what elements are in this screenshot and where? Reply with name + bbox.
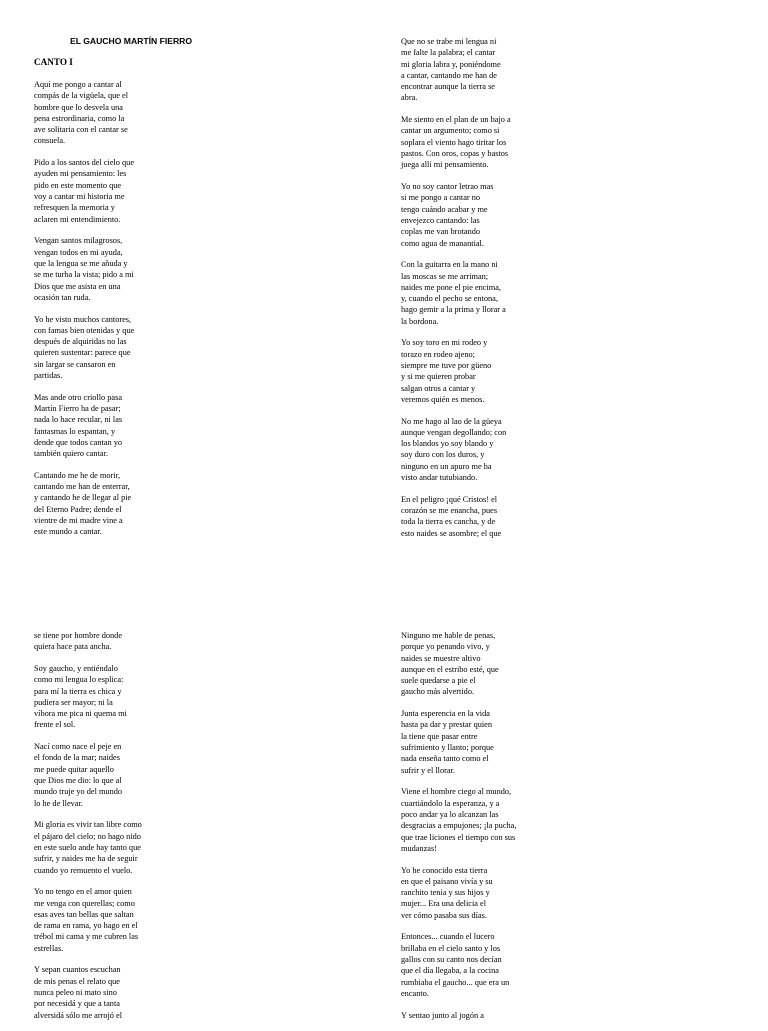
verse-line: en que el paisano vivía y su: [401, 876, 493, 886]
verse-line: Yo he conocido esta tierra: [401, 865, 488, 875]
verse-line: víbora me pica ni quema mi: [34, 709, 127, 719]
verse-line: brillaba en el cielo santo y los: [401, 943, 501, 953]
verse-line: Yo soy toro en mi rodeo y: [401, 338, 488, 348]
verse-line: Con la guitarra en la mano ni: [401, 260, 498, 270]
verse-line: vengan todos en mi ayuda,: [34, 247, 123, 257]
verse-line: coplas me van brotando: [401, 227, 481, 237]
verse-line: sufrir y el llorar.: [401, 765, 455, 775]
verse-line: Soy gaucho, y entiéndalo: [34, 663, 118, 673]
verse-line: me falte la palabra; el cantar: [401, 48, 496, 58]
stanza-list: [401, 36, 536, 539]
verse-line: con famas bien otenidas y que: [34, 325, 135, 335]
verse-line: desgracias a empujones; ¡la pucha,: [401, 821, 517, 831]
stanza: [401, 865, 536, 921]
verse-line: hago gemir a la prima y llorar a: [401, 305, 506, 315]
stanza: [401, 36, 536, 104]
verse-line: cuartiándolo la esperanza, y a: [401, 798, 500, 808]
stanza: [401, 337, 536, 405]
column-left: [34, 630, 169, 1031]
verse-line: los blandos yo soy blando y: [401, 439, 494, 449]
stanza: [34, 741, 169, 809]
verse-line: soy duro con los duros, y: [401, 450, 485, 460]
stanza: [401, 931, 536, 999]
verse-line: se me turba la vista; pido a mi: [34, 270, 134, 280]
stanza: [34, 79, 169, 147]
stanza: [401, 114, 536, 170]
verse-line: de mis penas el relato que: [34, 976, 120, 986]
verse-line: después de alquiridas no las: [34, 337, 127, 347]
verse-line: mundo truje yo del mundo: [34, 787, 123, 797]
stanza-list: [401, 630, 536, 1021]
stanza: [34, 630, 169, 653]
verse-line: torazo en rodeo ajeno;: [401, 349, 475, 359]
verse-line: Y sepan cuantos escuchan: [34, 965, 121, 975]
verse-line: Aquí me pongo a cantar al: [34, 80, 122, 89]
verse-line: sufrir, y naides me ha de seguir: [34, 854, 138, 864]
verse-line: como agua de manantial.: [401, 238, 484, 248]
verse-line: para mí la tierra es chica y: [34, 686, 122, 696]
verse-line: fantasmas lo espantan, y: [34, 426, 116, 436]
verse-line: Cantando me he de morir,: [34, 470, 121, 480]
verse-line: cuando yo remuento el vuelo.: [34, 865, 133, 875]
verse-line: frente el sol.: [34, 720, 76, 730]
verse-line: mi gloria labra y, poniéndome: [401, 59, 501, 69]
verse-line: salgan otros a cantar y: [401, 383, 476, 393]
verse-line: soplara el viento hago tiritar los: [401, 137, 507, 147]
verse-line: gaucho más alvertido.: [401, 687, 475, 697]
verse-line: ayuden mi pensamiento: les: [34, 169, 127, 179]
verse-line: aunque vengan degollando; con: [401, 427, 507, 437]
canto-heading: CANTO I: [34, 57, 73, 67]
verse-line: que Dios me dio: lo que al: [34, 776, 122, 786]
verse-line: dende que todos cantan yo: [34, 437, 123, 447]
verse-line: esas aves tan bellas que saltan: [34, 909, 134, 919]
verse-line: el fondo de la mar; naides: [34, 753, 120, 763]
verse-line: Dios que me asista en una: [34, 281, 121, 291]
verse-line: trébol mi cama y me cubren las: [34, 932, 139, 942]
verse-line: visto andar tutubiando.: [401, 473, 478, 483]
verse-line: nunca peleo ni mato sino: [34, 987, 117, 997]
verse-line: gallos con su canto nos decían: [401, 954, 502, 964]
verse-line: Mas ande otro criollo pasa: [34, 392, 123, 402]
verse-line: hasta pa dar y prestar quien: [401, 720, 492, 730]
verse-line: pastos. Con oros, copas y bastos: [401, 149, 509, 159]
stanza: [401, 416, 536, 484]
verse-line: tengo cuándo acabar y me: [401, 204, 488, 214]
verse-line: nada lo hace recular, ni las: [34, 415, 123, 425]
verse-line: las moscas se me arriman;: [401, 271, 489, 281]
verse-line: rumbiaba el gaucho... que era un: [401, 977, 510, 987]
verse-line: me venga con querellas; como: [34, 898, 135, 908]
stanza: [34, 392, 169, 460]
verse-line: Y sentao junto al jogón a: [401, 1010, 484, 1020]
verse-line: No me hago al lao de la güeya: [401, 416, 502, 426]
verse-line: veremos quién es menos.: [401, 394, 485, 404]
verse-line: pudiera ser mayor; ni la: [34, 697, 113, 707]
verse-line: Ninguno me hable de penas,: [401, 631, 496, 640]
verse-line: envejezco cantando: las: [401, 215, 480, 225]
verse-line: que trae liciones el tiempo con sus: [401, 832, 516, 842]
verse-line: del Eterno Padre; dende el: [34, 504, 122, 514]
verse-line: Me siento en el plan de un bajo a: [401, 115, 511, 125]
verse-line: estrellas.: [34, 943, 64, 953]
verse-line: quieren sustentar: parece que: [34, 348, 131, 358]
verse-line: Yo no tengo en el amor quien: [34, 887, 132, 897]
verse-line: me puede quitar aquello: [34, 764, 114, 774]
verse-line: el pájaro del cielo; no hago nido: [34, 831, 141, 841]
verse-line: naides me pone el pie encima,: [401, 282, 501, 292]
verse-line: quiera hace pata ancha.: [34, 642, 112, 652]
verse-line: toda la tierra es cancha, y de: [401, 517, 496, 527]
verse-line: Que no se trabe mi lengua ni: [401, 37, 497, 46]
verse-line: la tiene que pasar entre: [401, 731, 478, 741]
verse-line: por necesidá y que a tanta: [34, 999, 120, 1009]
verse-line: cantar un argumento; como si: [401, 126, 500, 136]
verse-line: que la lengua se me añuda y: [34, 258, 128, 268]
verse-line: nada enseña tanto como el: [401, 754, 489, 764]
verse-line: corazón se me enancha, pues: [401, 506, 498, 516]
verse-line: refresquen la memoria y: [34, 203, 115, 213]
verse-line: Entonces... cuando el lucero: [401, 932, 495, 942]
verse-line: ave solitaria con el cantar se: [34, 125, 128, 135]
verse-line: también quiero cantar.: [34, 449, 108, 459]
stanza: [34, 157, 169, 225]
verse-line: Yo he visto muchos cantores,: [34, 314, 132, 324]
verse-line: de rama en rama, yo hago en el: [34, 921, 138, 931]
verse-line: voy a cantar mi historia me: [34, 192, 125, 202]
document-title: EL GAUCHO MARTÍN FIERRO: [70, 36, 193, 46]
stanza: [401, 181, 536, 249]
stanza: [34, 819, 169, 875]
verse-line: sin largar se cansaron en: [34, 359, 116, 369]
verse-line: abra.: [401, 93, 418, 103]
verse-line: aunque en el estribo esté, que: [401, 664, 499, 674]
verse-line: En el peligro ¡qué Cristos! el: [401, 494, 498, 504]
verse-line: aclaren mi entendimiento.: [34, 214, 121, 224]
stanza: [34, 663, 169, 731]
verse-line: cantando me han de enterrar,: [34, 482, 130, 492]
column-right: [401, 630, 536, 1031]
verse-line: que el día llegaba, a la cocina: [401, 966, 499, 976]
verse-line: como mi lengua lo esplica:: [34, 675, 124, 685]
stanza: [401, 708, 536, 776]
verse-line: porque yo penando vivo, y: [401, 642, 490, 652]
verse-line: Junta esperencia en la vida: [401, 709, 490, 719]
stanza: [34, 886, 169, 954]
verse-line: este mundo a cantar.: [34, 527, 102, 537]
verse-line: Mi gloria es vivir tan libre como: [34, 820, 142, 830]
verse-line: y si me quieren probar: [401, 372, 476, 382]
verse-line: Nací como nace el peje en: [34, 742, 122, 752]
verse-line: ranchito tenía y sus hijos y: [401, 888, 490, 898]
verse-line: suele quedarse a pie el: [401, 676, 476, 686]
verse-line: la bordona.: [401, 316, 439, 326]
verse-line: a cantar, cantando me han de: [401, 70, 497, 80]
verse-line: y, cuando el pecho se entona,: [401, 294, 498, 304]
verse-line: vientre de mi madre vine a: [34, 516, 123, 526]
verse-line: consuela.: [34, 136, 66, 146]
stanza: [401, 259, 536, 327]
verse-line: compás de la vigüela, que el: [34, 91, 128, 101]
verse-line: mudanzas!: [401, 843, 437, 853]
verse-line: Pido a los santos del cielo que: [34, 158, 135, 168]
verse-line: hombre que lo desvela una: [34, 102, 123, 112]
verse-line: se tiene por hombre donde: [34, 631, 123, 640]
column-left: [34, 36, 193, 548]
stanza: [34, 235, 169, 303]
verse-line: ninguno en un apuro me ha: [401, 461, 492, 471]
stanza: [401, 786, 536, 854]
verse-line: alversidá sólo me arrojó el: [34, 1010, 123, 1020]
verse-line: Vengan santos milagrosos,: [34, 236, 123, 246]
verse-line: juega allí mi pensamiento.: [401, 160, 489, 170]
verse-line: Viene el hombre ciego al mundo,: [401, 787, 512, 797]
stanza: [401, 1010, 536, 1021]
stanza-list: [34, 79, 169, 538]
verse-line: pena estrordinaria, como la: [34, 113, 125, 123]
verse-line: Martín Fierro ha de pasar;: [34, 403, 121, 413]
verse-line: siempre me tuve por güeno: [401, 360, 492, 370]
verse-line: y cantando he de llegar al pie: [34, 493, 132, 503]
stanza: [34, 314, 169, 382]
verse-line: en este suelo ande hay tanto que: [34, 842, 141, 852]
column-right: [401, 36, 536, 549]
verse-line: pido en este momento que: [34, 180, 122, 190]
verse-line: esto naides se asombre; el que: [401, 528, 502, 538]
stanza: [401, 630, 536, 698]
verse-line: partidas.: [34, 371, 63, 380]
verse-line: Yo no soy cantor letrao mas: [401, 182, 494, 192]
verse-line: naides se muestre altivo: [401, 653, 481, 663]
verse-line: lo he de llevar.: [34, 798, 83, 808]
verse-line: sufrimiento y llanto; porque: [401, 743, 494, 753]
verse-line: poco andar ya lo alcanzan las: [401, 809, 499, 819]
verse-line: ocasión tan ruda.: [34, 292, 91, 302]
stanza: [34, 964, 169, 1020]
verse-line: encanto.: [401, 988, 429, 998]
page-2: [0, 512, 768, 1024]
verse-line: si me pongo a cantar no: [401, 193, 481, 203]
verse-line: ver cómo pasaba sus días.: [401, 910, 487, 920]
stanza-list: [34, 630, 169, 1021]
verse-line: mujer... Era una delicia el: [401, 899, 487, 909]
verse-line: encontrar aunque la tierra se: [401, 82, 495, 92]
